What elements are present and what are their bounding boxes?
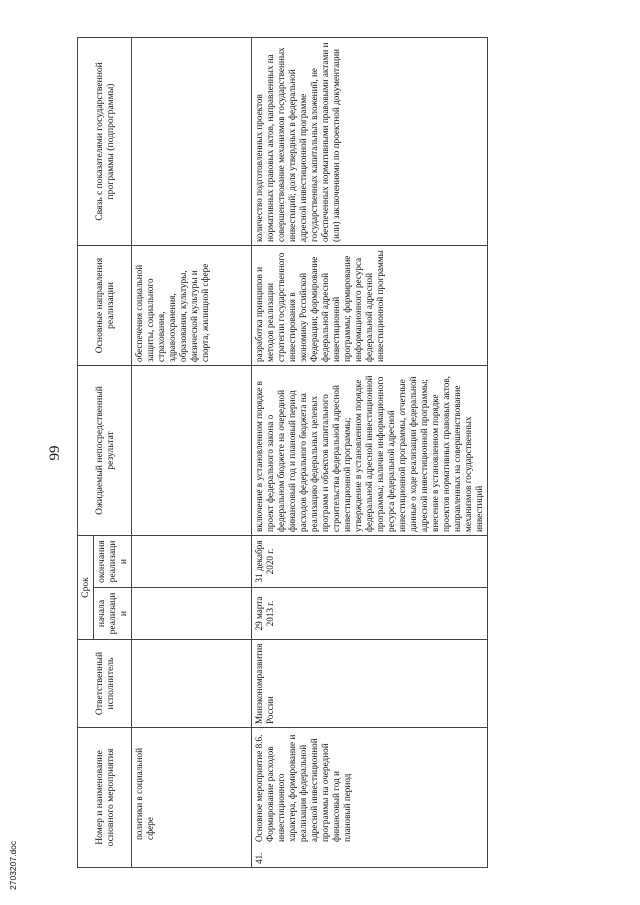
row-41-start: 29 марта 2013 г. xyxy=(252,588,488,640)
continuation-link xyxy=(132,38,252,246)
continuation-responsible xyxy=(132,640,252,728)
row-41-end: 31 декабря 2020 г. xyxy=(252,536,488,588)
document-code: 2703207.doc xyxy=(8,840,18,890)
continuation-name-text: политики в социальной сфере xyxy=(134,747,155,840)
table-row-41 xyxy=(252,38,488,868)
header-start: начала реализации xyxy=(94,588,132,640)
row-41-directions: разработка принципов и методов реализации стратегии государственного инвестирования в экономику Российской Федерации; формирование федеральной адресной инвестиционной программы; формирование информационного ресурса федеральной адресной инвестиционной программы xyxy=(252,246,488,366)
continuation-start xyxy=(132,588,252,640)
row-41-number: 41. xyxy=(254,852,264,864)
header-result: Ожидаемый непосредственный результат xyxy=(78,366,132,536)
measures-table xyxy=(77,37,488,868)
continuation-name xyxy=(132,728,252,868)
rotated-page xyxy=(37,38,603,868)
header-row-1 xyxy=(78,38,94,868)
page-number: 99 xyxy=(47,445,63,461)
row-41-link: количество подготовленных проектов нормативных правовых актов, направленных на совершенствование механизмов государственных инвестиций; доля утвердных в федеральной адресной инвестиционной программе государственных капитальных вложений, не обеспеченных нормативными правовыми актами и (или) заключениями по проектной документации xyxy=(252,38,488,246)
continuation-result xyxy=(132,366,252,536)
header-number-name: Номер и наименование основного мероприятия xyxy=(78,728,132,868)
continuation-row xyxy=(132,38,252,868)
row-41-result: включение в установленном порядке в проект федерального закона о федеральном бюджете на очередной финансовый год и плановый период расходов федерального бюджета на реализацию федеральных целевых программ и объектов капитального строительства федеральной адресной инвестиционной программы; утверждение в установленном порядке федеральной адресной инвестиционной программы; наличие информационного ресурса федеральной адресной инвестиционной программы, отчетные данные о ходе реализации федеральной адресной инвестиционной программы; внесение в установленном порядке проектов нормативных правовых актов, направленных на совершенствование механизмов государственных инвестиций xyxy=(252,366,488,536)
header-term: Срок xyxy=(78,536,94,640)
continuation-directions: обеспечения социальной защиты, социального страхования, здравоохранения, образования, культуры, физической культуры и спорта, жилищной сфере xyxy=(132,246,252,366)
header-link: Связь с показателями государственной программы (подпрограммы) xyxy=(78,38,132,246)
continuation-end xyxy=(132,536,252,588)
header-directions: Основные направления реализации xyxy=(78,246,132,366)
row-41-name: Основное мероприятие 8.6. Формирование расходов инвестиционного характера, формирование и реализация федеральной адресной инвестиционной программы на очередной финансовый год и плановый период xyxy=(254,734,352,842)
row-41-responsible: Минэкономразвития России xyxy=(252,640,488,728)
row-41-name-cell xyxy=(252,728,488,868)
header-end: окончания реализации xyxy=(94,536,132,588)
header-responsible: Ответственный исполнитель xyxy=(78,640,132,728)
